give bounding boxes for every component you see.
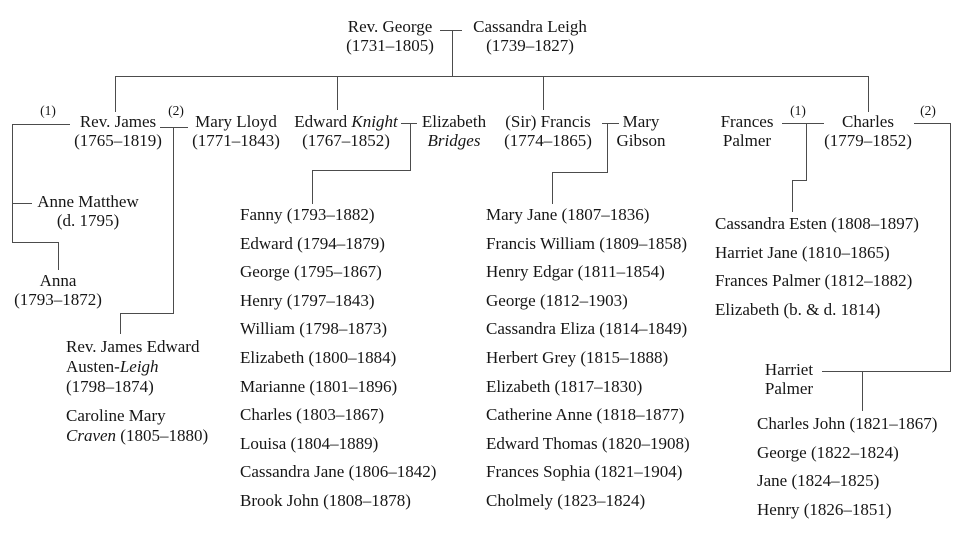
surname-italic: Knight <box>351 112 398 131</box>
child-entry: Marianne (1801–1896) <box>240 376 398 396</box>
edward-marriage-line <box>401 123 417 124</box>
child-entry: Fanny (1793–1882) <box>240 205 375 224</box>
child-entry: Frances Palmer (1812–1882) <box>715 271 913 291</box>
james-marriage1-label: (1) <box>40 103 56 118</box>
person-rev-james <box>66 112 170 150</box>
person-sir-francis <box>494 112 602 150</box>
last-name: Palmer <box>764 379 814 398</box>
james-edward-elbow-h <box>120 313 174 314</box>
person-frances-palmer <box>712 112 782 150</box>
last-name: Gibson <box>616 131 666 150</box>
person-years: (1767–1852) <box>302 131 390 150</box>
child-entry: Cassandra Eliza (1814–1849) <box>486 319 688 339</box>
person-name: Rev. James Edward <box>66 337 200 356</box>
person-name: Mary Lloyd <box>195 112 277 131</box>
james-m1-descent-line <box>12 124 13 243</box>
edward-drop-line <box>337 76 338 110</box>
surname-italic: Leigh <box>119 357 159 376</box>
person-harriet-palmer <box>749 360 829 398</box>
siblings-line <box>115 76 869 77</box>
person-cassandra-leigh <box>462 17 598 55</box>
child-entry: Edward Thomas (1820–1908) <box>486 433 690 453</box>
surname-italic: Craven <box>66 426 117 445</box>
child-entry: George (1822–1824) <box>757 442 899 462</box>
james-m2-descent-line <box>173 127 174 314</box>
child-entry: Elizabeth (b. & d. 1814) <box>715 299 881 319</box>
parents-descent-line <box>452 30 453 76</box>
charles-m1-elbow-v <box>806 123 807 181</box>
charles-drop-line <box>868 76 869 112</box>
person-name: Charles <box>842 112 894 131</box>
person-name: Rev. George <box>347 17 433 36</box>
edward-children-elbow-v <box>410 123 411 171</box>
child-entry: Henry (1797–1843) <box>240 290 375 310</box>
person-years: (1774–1865) <box>504 131 592 150</box>
charles-m1-children-list <box>715 215 919 329</box>
child-entry: Cholmely (1823–1824) <box>486 490 646 510</box>
person-caroline-mary <box>66 406 236 446</box>
anna-elbow-v <box>58 242 59 270</box>
person-mary-lloyd <box>184 112 288 150</box>
james-marriage1-line <box>12 124 70 125</box>
james-marriage2-label: (2) <box>168 103 184 118</box>
child-entry: Catherine Anne (1818–1877) <box>486 405 685 425</box>
charles-marriage2-label: (2) <box>920 103 936 118</box>
harriet-marriage-line <box>822 371 951 372</box>
person-years: (1805–1880) <box>116 426 209 445</box>
person-anne-matthew <box>28 192 148 230</box>
child-entry: Louisa (1804–1889) <box>240 433 379 453</box>
child-entry: George (1795–1867) <box>240 262 382 282</box>
child-entry: Elizabeth (1800–1884) <box>240 347 397 367</box>
child-entry: Cassandra Jane (1806–1842) <box>240 462 437 482</box>
person-name <box>290 112 402 131</box>
child-entry: Francis William (1809–1858) <box>486 233 688 253</box>
first-name: Edward <box>294 112 352 131</box>
surname-plain: Austen- <box>66 357 120 376</box>
francis-drop-line <box>543 76 544 110</box>
child-entry: Harriet Jane (1810–1865) <box>715 242 890 262</box>
person-years: (d. 1795) <box>56 211 120 230</box>
edward-children-list <box>240 206 436 521</box>
person-rev-james-edward <box>66 337 236 397</box>
charles-m1-elbow-h <box>792 180 807 181</box>
person-name: Anne Matthew <box>37 192 139 211</box>
child-entry: George (1812–1903) <box>486 290 628 310</box>
francis-children-tick <box>552 172 553 204</box>
first-name: Mary <box>622 112 660 131</box>
james-drop-line <box>115 76 116 112</box>
child-entry: Charles John (1821–1867) <box>757 414 938 433</box>
child-entry: Brook John (1808–1878) <box>240 490 411 510</box>
person-elizabeth-bridges <box>416 112 492 150</box>
child-entry: Charles (1803–1867) <box>240 405 385 425</box>
parents-marriage-line <box>440 30 462 31</box>
child-entry: Frances Sophia (1821–1904) <box>486 462 683 482</box>
child-entry: Jane (1824–1825) <box>757 471 880 491</box>
charles-m2-descent-line <box>950 123 951 372</box>
last-name: Palmer <box>722 131 772 150</box>
child-entry: Henry Edgar (1811–1854) <box>486 262 665 282</box>
person-edward-knight <box>290 112 402 150</box>
person-years: (1731–1805) <box>346 36 434 55</box>
person-years: (1771–1843) <box>192 131 280 150</box>
person-years: (1793–1872) <box>14 290 102 309</box>
child-entry: Herbert Grey (1815–1888) <box>486 347 669 367</box>
person-name: (Sir) Francis <box>505 112 591 131</box>
person-anna <box>6 271 110 309</box>
anna-elbow-h <box>12 242 59 243</box>
edward-children-tick <box>312 170 313 204</box>
charles-m1-children-tick <box>792 180 793 212</box>
surname-italic: Bridges <box>427 131 481 150</box>
francis-children-list <box>486 206 690 521</box>
charles-m2-children-list <box>757 415 937 529</box>
edward-children-elbow-h <box>312 170 411 171</box>
child-entry: Elizabeth (1817–1830) <box>486 376 643 396</box>
person-charles <box>816 112 920 150</box>
person-name: Caroline Mary <box>66 406 166 425</box>
person-name: Rev. James <box>79 112 157 131</box>
child-entry: Mary Jane (1807–1836) <box>486 205 650 224</box>
francis-children-elbow-h <box>552 172 608 173</box>
first-name: Harriet <box>764 360 814 379</box>
person-years: (1739–1827) <box>486 36 574 55</box>
person-name: Cassandra Leigh <box>473 17 587 36</box>
child-entry: Cassandra Esten (1808–1897) <box>715 214 919 233</box>
person-years: (1779–1852) <box>824 131 912 150</box>
person-years: (1798–1874) <box>66 377 154 396</box>
child-entry: William (1798–1873) <box>240 319 388 339</box>
james-edward-elbow-v <box>120 313 121 334</box>
francis-children-elbow-v <box>607 123 608 173</box>
person-years: (1765–1819) <box>74 131 162 150</box>
child-entry: Edward (1794–1879) <box>240 233 385 253</box>
person-rev-george <box>338 17 442 55</box>
charles-marriage2-line <box>914 123 951 124</box>
charles-m2-children-tick <box>862 371 863 411</box>
charles-marriage1-label: (1) <box>790 103 806 118</box>
first-name: Frances <box>720 112 774 131</box>
james-m2-children-block <box>66 337 236 446</box>
person-name: Elizabeth <box>421 112 487 131</box>
person-mary-gibson <box>611 112 671 150</box>
child-entry: Henry (1826–1851) <box>757 499 892 519</box>
person-name: Anna <box>39 271 77 290</box>
